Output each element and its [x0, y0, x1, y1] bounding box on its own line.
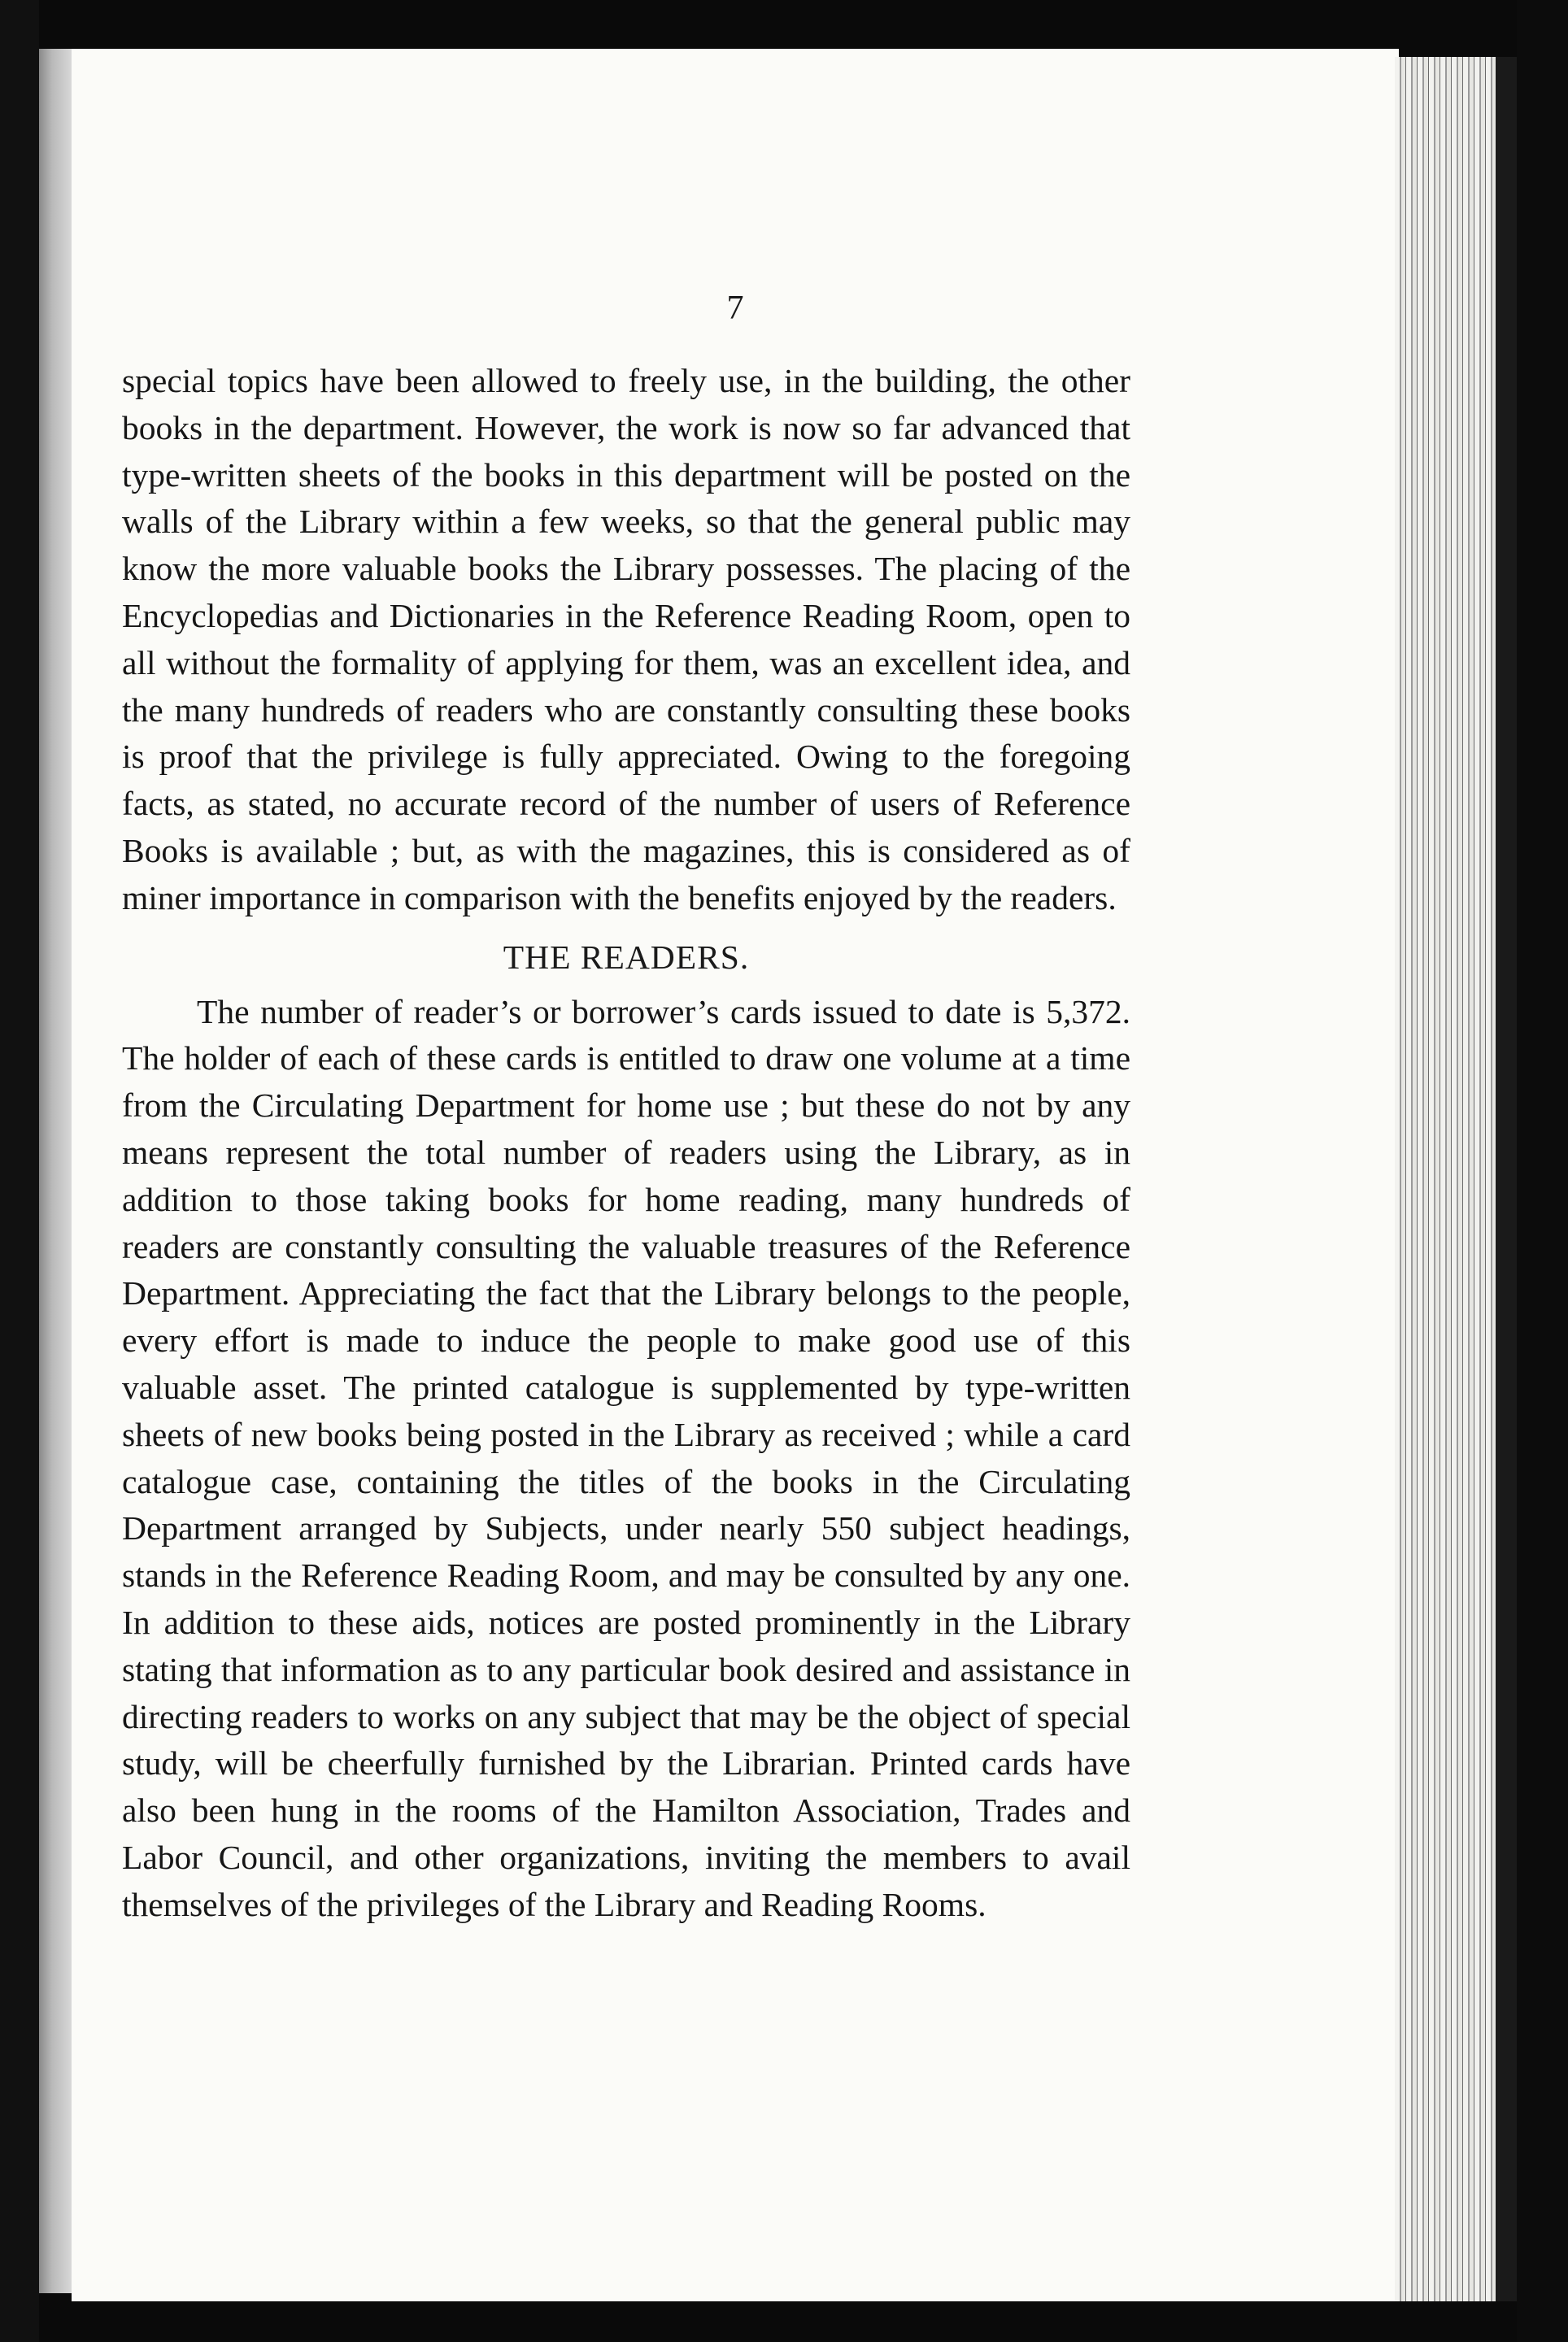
left-binding-edge	[0, 0, 39, 2342]
page-stack-fore-edge	[1395, 57, 1517, 2301]
left-page-shadow	[39, 49, 72, 2293]
book-page	[72, 49, 1399, 2301]
section-heading-readers: THE READERS.	[503, 938, 750, 976]
paragraph-readers: The number of reader’s or borrower’s cards issued to date is 5,372. The holder of each of these cards is entitled to draw one volume at a time from the Circulating Department for home use ; but these do not by any means represent the total number of readers using the Library, as in addition to those taking books for home reading, many hundreds of readers are constantly consulting the valuable treasures of the Reference Department. Appreciating the fact that the Library belongs to the people, every effort is made to induce the people to make good use of this valuable asset. The printed catalogue is supplemented by type-written sheets of new books being posted in the Library as received ; while a card catalogue case, containing the titles of the books in the Circulating Department arranged by Subjects, under nearly 550 subject headings, stands in the Reference Reading Room, and may be consulted by any one. In addition to these aids, notices are posted prominently in the Library stating that information as to any particular book desired and assistance in directing readers to works on any subject that may be the object of special study, will be cheerfully furnished by the Librarian. Printed cards have also been hung in the rooms of the Hamilton Association, Trades and Labor Council, and other organizations, inviting the members to avail themselves of the privileges of the Library and Reading Rooms.	[122, 992, 1130, 1923]
right-dark-edge	[1517, 0, 1568, 2342]
paragraph-reference-books: special topics have been allowed to freely use, in the building, the other books in the department. However, the work is now so far advanced that type-written sheets of the books in this department will be posted on the walls of the Library within a few weeks, so that the general public may know the more valuable books the Library possesses. The placing of the Encyclopedias and Dictionaries in the Reference Reading Room, open to all without the formality of applying for them, was an excellent idea, and the many hundreds of readers who are constantly consulting these books is proof that the privilege is fully appreciated. Owing to the foregoing facts, as stated, no accurate record of the number of users of Reference Books is available ; but, as with the magazines, this is considered as of miner importance in comparison with the benefits enjoyed by the readers.	[122, 362, 1130, 916]
page-number: 7	[726, 289, 744, 327]
body-text	[122, 358, 1130, 1929]
